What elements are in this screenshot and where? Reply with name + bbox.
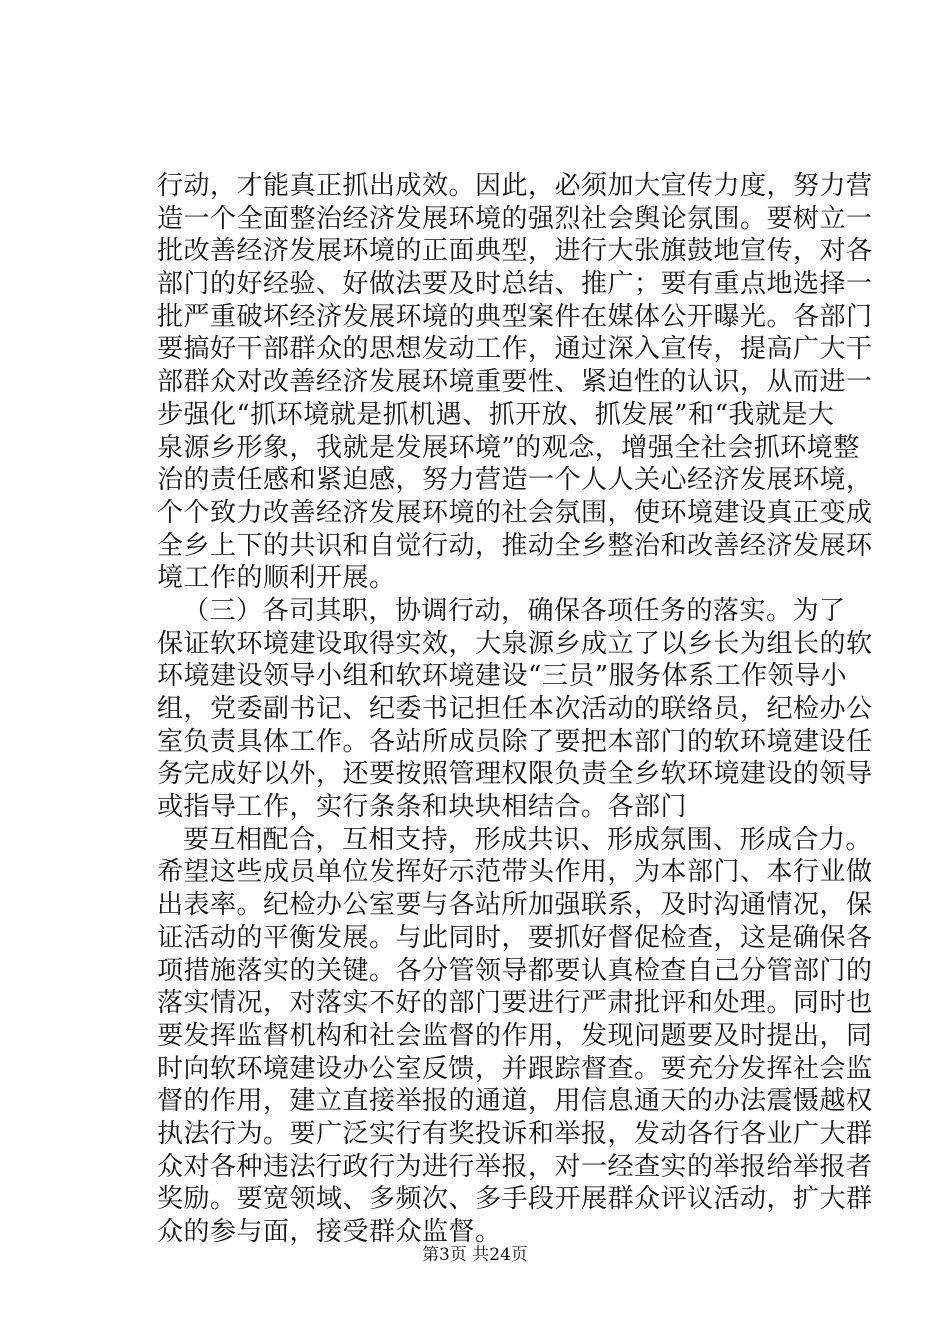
text-line: 泉源乡形象，我就是发展环境”的观念，增强全社会抓环境整 (157, 432, 860, 463)
text-line: 批改善经济发展环境的正面典型，进行大张旗鼓地宣传，对各 (157, 236, 873, 267)
body-text (157, 170, 873, 1249)
text-line: 要发挥监督机构和社会监督的作用，发现问题要及时提出，同 (157, 1020, 873, 1051)
text-line: 众对各种违法行政行为进行举报，对一经查实的举报给举报者 (157, 1151, 873, 1182)
text-line: 保证软环境建设取得实效，大泉源乡成立了以乡长为组长的软 (157, 628, 873, 659)
text-line: 奖励。要宽领域、多频次、多手段开展群众评议活动，扩大群 (157, 1184, 873, 1215)
text-line: 落实情况，对落实不好的部门要进行严肃批评和处理。同时也 (157, 988, 873, 1019)
text-line: 部门的好经验、好做法要及时总结、推广；要有重点地选择一 (157, 269, 873, 300)
text-line: 个个致力改善经济发展环境的社会氛围，使环境建设真正变成 (157, 497, 873, 528)
page-number: 第3页 共24页 (422, 1245, 528, 1265)
text-line: 境工作的顺利开展。 (157, 563, 396, 594)
text-line: 室负责具体工作。各站所成员除了要把本部门的软环境建设任 (157, 726, 873, 757)
text-line: 时向软环境建设办公室反馈，并跟踪督查。要充分发挥社会监 (157, 1053, 873, 1084)
text-line: 或指导工作，实行条条和块块相结合。各部门 (157, 792, 688, 823)
text-line: 执法行为。要广泛实行有奖投诉和举报，发动各行各业广大群 (157, 1118, 873, 1149)
text-line: 治的责任感和紧迫感，努力营造一个人人关心经济发展环境， (157, 465, 873, 496)
text-line: 步强化“抓环境就是抓机遇、抓开放、抓发展”和“我就是大 (157, 399, 835, 430)
text-line: 希望这些成员单位发挥好示范带头作用，为本部门、本行业做 (157, 857, 873, 888)
text-line: 全乡上下的共识和自觉行动，推动全乡整治和改善经济发展环 (157, 530, 873, 561)
page-footer (0, 1244, 950, 1266)
text-line: 众的参与面，接受群众监督。 (157, 1217, 502, 1247)
text-line: 组，党委副书记、纪委书记担任本次活动的联络员，纪检办公 (157, 694, 873, 724)
text-line: 项措施落实的关键。各分管领导都要认真检查自己分管部门的 (157, 955, 873, 986)
text-line: 务完成好以外，还要按照管理权限负责全乡软环境建设的领导 (157, 759, 873, 790)
text-line: 批严重破坏经济发展环境的典型案件在媒体公开曝光。各部门 (157, 301, 873, 332)
text-line: 证活动的平衡发展。与此同时，要抓好督促检查，这是确保各 (157, 922, 873, 953)
text-line: 督的作用，建立直接举报的通道，用信息通天的办法震慑越权 (157, 1086, 873, 1117)
text-line: 部群众对改善经济发展环境重要性、紧迫性的认识，从而进一 (157, 367, 873, 398)
text-line: 要搞好干部群众的思想发动工作，通过深入宣传，提高广大干 (157, 334, 873, 365)
text-line: 行动，才能真正抓出成效。因此，必须加大宣传力度，努力营 (157, 171, 873, 201)
text-line: 要互相配合，互相支持，形成共识、形成氛围、形成合力。 (183, 824, 873, 855)
text-line: 出表率。纪检办公室要与各站所加强联系，及时沟通情况，保 (157, 890, 873, 921)
text-line: 造一个全面整治经济发展环境的强烈社会舆论氛围。要树立一 (157, 203, 873, 234)
text-line: （三）各司其职，协调行动，确保各项任务的落实。为了 (183, 595, 846, 626)
text-line: 环境建设领导小组和软环境建设“三员”服务体系工作领导小 (157, 661, 848, 692)
